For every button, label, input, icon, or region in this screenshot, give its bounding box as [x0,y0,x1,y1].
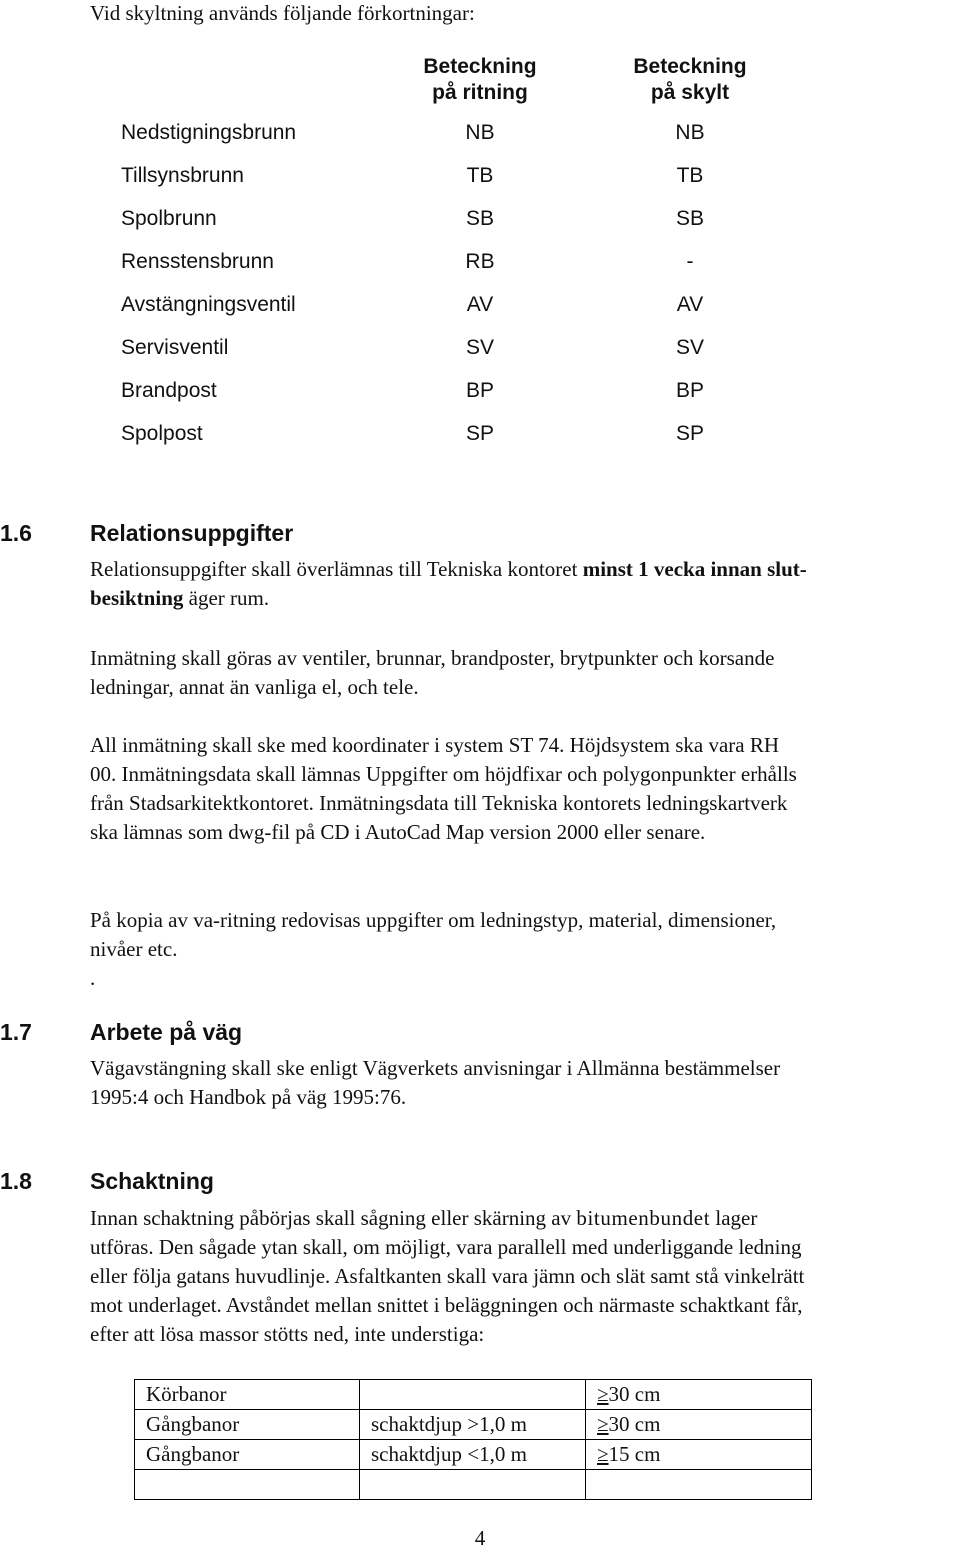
row-name: Brandpost [121,379,217,402]
abbreviation-row [0,293,960,323]
geq-symbol: ≥ [597,1442,609,1466]
abbreviation-row [0,379,960,409]
table-cell: schaktdjup >1,0 m [360,1410,586,1440]
section-title: Relationsuppgifter [90,520,294,546]
section-1-6-paragraph-2 [90,644,958,702]
section-1-8-paragraph-1 [90,1204,958,1349]
abbreviation-row [0,250,960,280]
text-line: 1995:4 och Handbok på väg 1995:76. [90,1085,407,1109]
text-line: eller följa gatans huvudlinje. Asfaltkanten skall vara jämn och slät samt stå vinkelrätt [90,1264,805,1288]
table-cell: schaktdjup <1,0 m [360,1440,586,1470]
text-line: 00. Inmätningsdata skall lämnas Uppgifter om höjdfixar och polygonpunkter erhålls [90,762,797,786]
row-sign-code: - [686,250,694,273]
header-sign-line2: på skylt [650,81,730,104]
section-number: 1.7 [0,1019,32,1045]
table-cell [586,1410,812,1440]
emphasis-text: besiktning [90,586,184,610]
section-1-6-paragraph-1 [90,555,958,613]
text-line: från Stadsarkitektkontoret. Inmätningsdata till Tekniska kontorets ledningskartverk [90,791,788,815]
text-run: Innan schaktning påbörjas skall sågning eller skärning av [90,1206,577,1230]
text-line: ska lämnas som dwg-fil på CD i AutoCad Map version 2000 eller senare. [90,820,706,844]
text-line: . [90,966,96,990]
text-line: nivåer etc. [90,937,178,961]
section-1-7-paragraph-1 [90,1054,958,1112]
cell-value: 30 cm [608,1382,661,1406]
table-cell [586,1470,812,1500]
table-cell [135,1470,360,1500]
header-drawing-line1: Beteckning [423,55,537,78]
abbreviation-row [0,164,960,194]
cell-value: 30 cm [608,1412,661,1436]
row-drawing-code: RB [465,250,495,273]
row-drawing-code: SV [465,336,494,359]
geq-symbol: ≥ [597,1382,609,1406]
table-row [135,1440,812,1470]
header-sign-line1: Beteckning [633,55,747,78]
row-name: Rensstensbrunn [121,250,274,273]
section-number: 1.6 [0,520,32,546]
section-title: Schaktning [90,1168,214,1194]
row-drawing-code: AV [466,293,494,316]
row-sign-code: AV [676,293,704,316]
clearance-table [134,1379,812,1500]
table-cell: Gångbanor [135,1440,360,1470]
emphasis-text: minst 1 vecka innan slut- [582,557,807,581]
row-sign-code: SV [675,336,704,359]
table-cell [360,1470,586,1500]
table-cell [586,1440,812,1470]
row-drawing-code: NB [465,121,495,144]
row-sign-code: SB [675,207,704,230]
text-line: All inmätning skall ske med koordinater i system ST 74. Höjdsystem ska vara RH [90,733,780,757]
row-name: Tillsynsbrunn [121,164,244,187]
abbreviation-row [0,207,960,237]
table-row [135,1410,812,1440]
table-row [135,1470,812,1500]
table-row [135,1380,812,1410]
geq-symbol: ≥ [597,1412,609,1436]
header-drawing-line2: på ritning [432,81,528,104]
row-sign-code: SP [675,422,704,445]
text-run: lager [710,1206,758,1230]
abbreviation-row [0,422,960,452]
table-cell [360,1380,586,1410]
intro-text: Vid skyltning används följande förkortningar: [90,1,475,25]
row-sign-code: TB [676,164,704,187]
cell-value: 15 cm [608,1442,661,1466]
abbreviation-row [0,121,960,151]
text-line: Inmätning skall göras av ventiler, brunnar, brandposter, brytpunkter och korsande [90,646,775,670]
row-name: Spolbrunn [121,207,217,230]
header-drawing [380,54,580,106]
text-line: Vägavstängning skall ske enligt Vägverkets anvisningar i Allmänna bestämmelser [90,1056,781,1080]
abbreviation-row [0,336,960,366]
row-name: Servisventil [121,336,229,359]
text-line: utföras. Den sågade ytan skall, om möjligt, vara parallell med underliggande ledning [90,1235,802,1259]
text-run: Relationsuppgifter skall överlämnas till Tekniska kontoret [90,557,583,581]
table-cell [586,1380,812,1410]
header-sign [590,54,790,106]
section-title: Arbete på väg [90,1019,243,1045]
row-drawing-code: TB [466,164,494,187]
text-line: efter att lösa massor stötts ned, inte understiga: [90,1322,485,1346]
text-line: mot underlaget. Avståndet mellan snittet i beläggningen och närmaste schaktkant får, [90,1293,803,1317]
text-run: bitumenbundet [576,1206,711,1230]
row-name: Nedstigningsbrunn [121,121,297,144]
table-cell: Gångbanor [135,1410,360,1440]
table-cell: Körbanor [135,1380,360,1410]
text-run: äger rum. [183,586,270,610]
row-drawing-code: BP [465,379,494,402]
row-sign-code: BP [675,379,704,402]
section-1-6-paragraph-4 [90,906,958,993]
row-drawing-code: SP [465,422,494,445]
section-1-6-paragraph-3 [90,731,958,847]
row-drawing-code: SB [465,207,494,230]
row-name: Spolpost [121,422,203,445]
page-number: 4 [474,1526,486,1550]
text-line: ledningar, annat än vanliga el, och tele. [90,675,419,699]
section-number: 1.8 [0,1168,32,1194]
row-sign-code: NB [675,121,705,144]
text-line: På kopia av va-ritning redovisas uppgifter om ledningstyp, material, dimensioner, [90,908,777,932]
row-name: Avstängningsventil [121,293,296,316]
